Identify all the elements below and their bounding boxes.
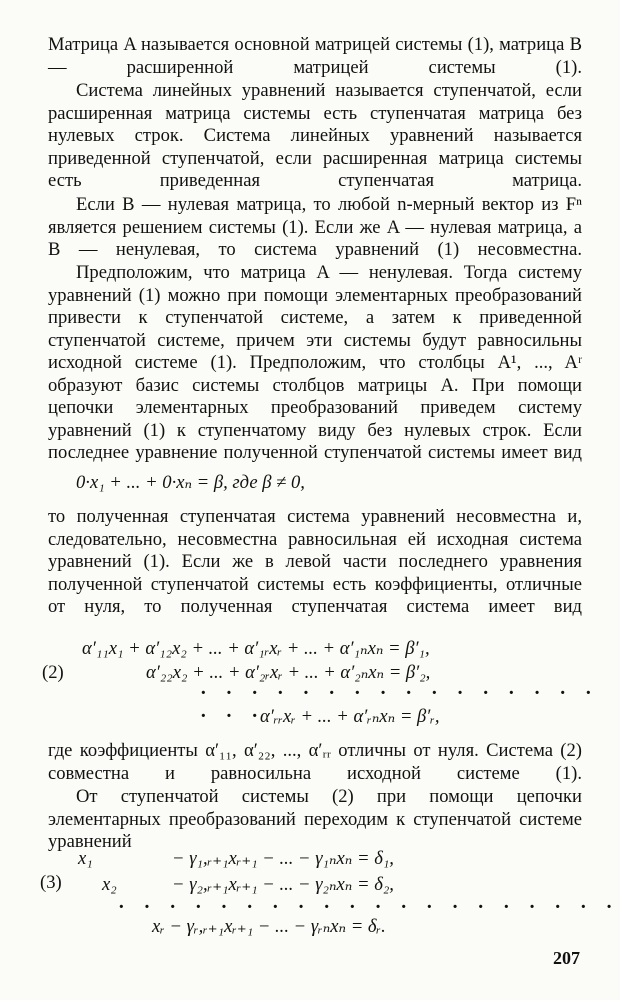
system2-ellipsis-row: · · · · · · · · · · · · · · · · · · · xyxy=(200,682,599,727)
page-number: 207 xyxy=(553,948,580,968)
equation-number-3: (3) xyxy=(40,872,62,893)
system2-row-2: α′₂₂x₂ + ... + α′₂ᵣxᵣ + ... + α′₂ₙxₙ = β′₂, xyxy=(146,662,431,683)
formula-zero-row: 0·x₁ + ... + 0·xₙ = β, где β ≠ 0, xyxy=(76,472,305,493)
system2-row-1: α′₁₁x₁ + α′₁₂x₂ + ... + α′₁ᵣxᵣ + ... + α′₁ₙxₙ = β′₁, xyxy=(82,638,430,659)
system3-row-last: xᵣ − γᵣ,ᵣ₊₁xᵣ₊₁ − ... − γᵣₙxₙ = δᵣ. xyxy=(152,916,386,937)
paragraph-6: где коэффициенты α′₁₁, α′₂₂, ..., α′ᵣᵣ отличны от нуля. Система (2) совместна и равносильна исходной системе (1). xyxy=(48,740,582,784)
paragraph-3: Если B — нулевая матрица, то любой n-мерный вектор из Fⁿ является решением системы (1). Если же A — нулевая матрица, а B — ненулевая, то система уравнений (1) несовместна. xyxy=(48,194,582,260)
system3-ellipsis-row: · · · · · · · · · · · · · · · · · · · · xyxy=(118,896,620,918)
paragraph-7: От ступенчатой системы (2) при помощи цепочки элементарных преобразований переходим к ступенчатой системе уравнений xyxy=(48,786,582,852)
equation-number-2: (2) xyxy=(42,662,64,683)
system3-row-1: − γ₁,ᵣ₊₁xᵣ₊₁ − ... − γ₁ₙxₙ = δ₁, xyxy=(172,848,394,869)
system3-row-2: − γ₂,ᵣ₊₁xᵣ₊₁ − ... − γ₂ₙxₙ = δ₂, xyxy=(172,874,394,895)
system2-row-last: α′ᵣᵣxᵣ + ... + α′ᵣₙxₙ = β′ᵣ, xyxy=(260,706,440,727)
paragraph-2: Система линейных уравнений называется ступенчатой, если расширенная матрица системы есть ступенчатая матрица без нулевых строк. Система линейных уравнений называется приведенной ступенчатой, если расширенная матрица системы есть приведенная ступенчатая матрица. xyxy=(48,80,582,191)
paragraph-4: Предположим, что матрица A — ненулевая. Тогда систему уравнений (1) можно при помощи элементарных преобразований привести к ступенчатой системе, а затем к приведенной ступенчатой системе, причем эти системы будут равносильны исходной системе (1). Предположим, что столбцы A¹, ..., Aʳ образуют базис системы столбцов матрицы A. При помощи цепочки элементарных преобразований приведем систему уравнений (1) к ступенчатому виду без нулевых строк. Если последнее уравнение полученной ступенчатой системы имеет вид xyxy=(48,262,582,463)
paragraph-5: то полученная ступенчатая система уравнений несовместна и, следовательно, несовместна равносильная ей исходная система уравнений (1). Если же в левой части последнего уравнения полученной ступенчатой системы есть коэффициенты, отличные от нуля, то полученная ступенчатая система имеет вид xyxy=(48,506,582,617)
system3-x2: x₂ xyxy=(102,874,117,895)
system3-x1: x₁ xyxy=(78,848,93,869)
paragraph-1: Матрица A называется основной матрицей системы (1), матрица B — расширенной матрицей системы (1). xyxy=(48,34,582,78)
